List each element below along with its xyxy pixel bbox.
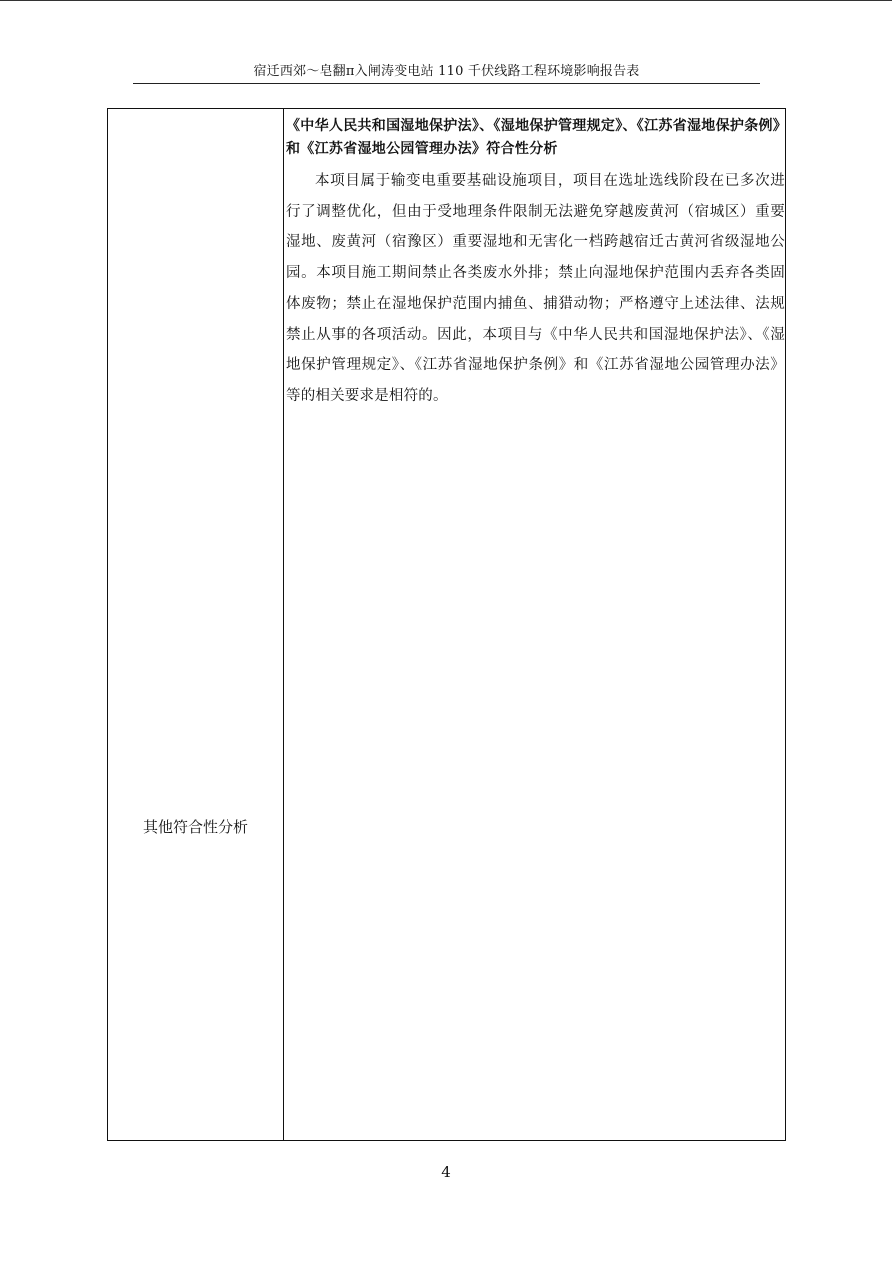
- report-table: [107, 108, 786, 1141]
- page-number: 4: [441, 1163, 451, 1181]
- row-label-cell: [108, 109, 284, 1140]
- content-cell: [284, 109, 785, 1140]
- body-paragraph: 本项目属于输变电重要基础设施项目，项目在选址选线阶段在已多次进行了调整优化，但由于受地理条件限制无法避免穿越废黄河（宿城区）重要湿地、废黄河（宿豫区）重要湿地和无害化一档跨越宿迁古黄河省级湿地公园。本项目施工期间禁止各类废水外排；禁止向湿地保护范围内丢弃各类固体废物；禁止在湿地保护范围内捕鱼、捕猎动物；严格遵守上述法律、法规禁止从事的各项活动。因此，本项目与《中华人民共和国湿地保护法》、《湿地保护管理规定》、《江苏省湿地保护条例》和《江苏省湿地公园管理办法》等的相关要求是相符的。: [286, 173, 785, 404]
- running-header: 宿迁西郊～皂翻π入闸涛变电站 110 千伏线路工程环境影响报告表: [133, 62, 760, 84]
- section-heading: 《中华人民共和国湿地保护法》、《湿地保护管理规定》、《江苏省湿地保护条例》和《江苏省湿地公园管理办法》符合性分析: [286, 118, 781, 157]
- row-label: 其他符合性分析: [142, 818, 248, 836]
- page-top-edge: [0, 0, 892, 1]
